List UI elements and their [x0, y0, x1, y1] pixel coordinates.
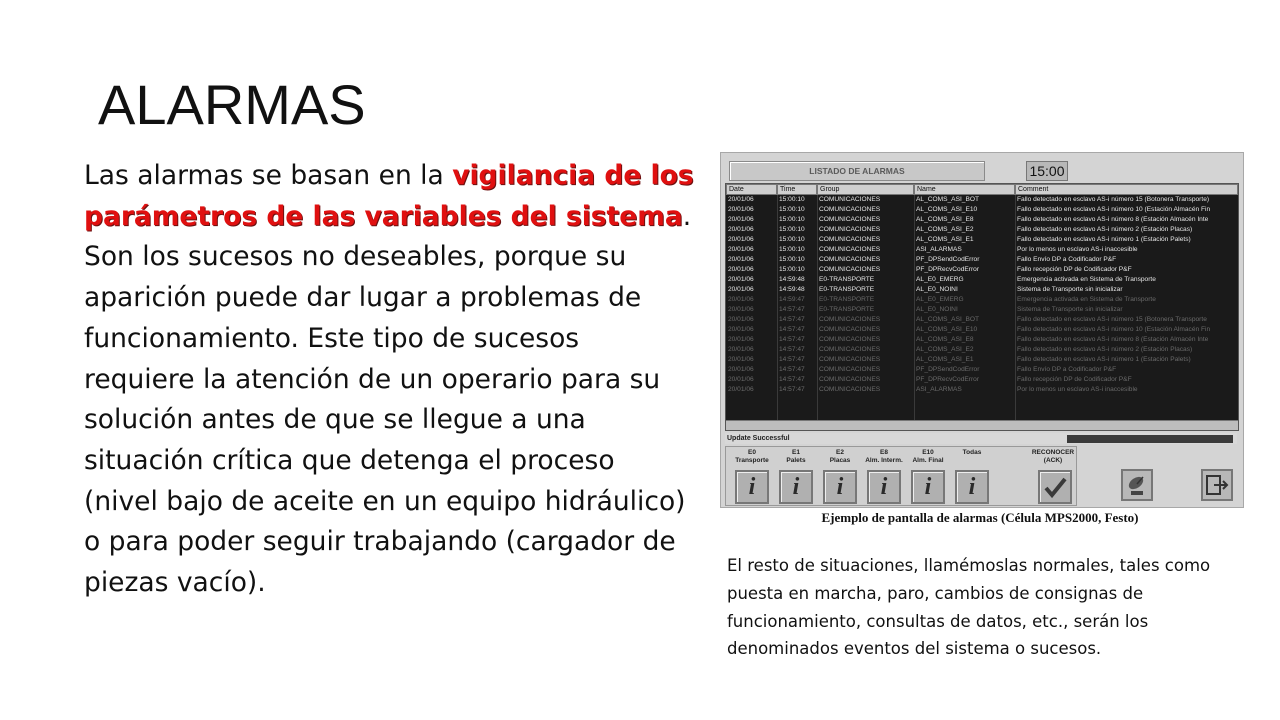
table-row[interactable] — [726, 205, 1238, 215]
cell-name: PF_DPSendCodError — [916, 256, 980, 263]
cell-group: COMUNICACIONES — [819, 216, 881, 223]
cell-date: 20/01/06 — [728, 226, 754, 233]
filter-info-button[interactable] — [735, 470, 769, 504]
column-header-date[interactable]: Date — [726, 184, 777, 195]
cell-name: AL_COMS_ASI_E1 — [916, 356, 974, 363]
cell-time: 14:57:47 — [779, 366, 805, 373]
filter-info-button[interactable] — [823, 470, 857, 504]
filter-info-button[interactable] — [911, 470, 945, 504]
cell-time: 14:57:47 — [779, 376, 805, 383]
cell-group: COMUNICACIONES — [819, 226, 881, 233]
cell-group: E0-TRANSPORTE — [819, 306, 875, 313]
cell-time: 15:00:10 — [779, 216, 805, 223]
cell-time: 15:00:10 — [779, 196, 805, 203]
status-bar — [725, 433, 1237, 444]
cell-comment: Emergencia activada en Sistema de Transporte — [1017, 296, 1156, 303]
cell-name: AL_COMS_ASI_BOT — [916, 316, 980, 323]
cell-comment: Fallo detectado en esclavo AS-i número 1 (Estación Palets) — [1017, 356, 1191, 363]
filter-label-3 — [862, 447, 906, 465]
cell-comment: Fallo detectado en esclavo AS-i número 8 (Estación Almacén Inte — [1017, 336, 1209, 343]
table-row[interactable] — [726, 355, 1238, 365]
filter-label-5 — [950, 447, 994, 457]
cell-time: 14:57:47 — [779, 386, 805, 393]
alarm-table — [725, 183, 1239, 431]
cell-date: 20/01/06 — [728, 356, 754, 363]
cell-date: 20/01/06 — [728, 316, 754, 323]
exit-button[interactable] — [1201, 469, 1233, 501]
cell-date: 20/01/06 — [728, 286, 754, 293]
side-note-text: El resto de situaciones, llamémoslas normales, tales como puesta en marcha, paro, cambios de consignas de funcionamiento, consultas de datos, etc., serán los denominados eventos del sistema o sucesos. — [727, 556, 1211, 659]
cell-group: COMUNICACIONES — [819, 356, 881, 363]
clock-display: 15:00 — [1026, 161, 1068, 181]
cell-time: 15:00:10 — [779, 266, 805, 273]
cell-comment: Por lo menos un esclavo AS-i inaccesible — [1017, 386, 1138, 393]
cell-name: AL_COMS_ASI_E8 — [916, 216, 974, 223]
body-text-intro: Las alarmas se basan en la — [84, 160, 453, 191]
cell-date: 20/01/06 — [728, 326, 754, 333]
column-header-group[interactable]: Group — [817, 184, 914, 195]
cell-group: COMUNICACIONES — [819, 266, 881, 273]
filter-code: E0 — [748, 449, 756, 456]
satellite-dish-icon — [1123, 471, 1151, 499]
cell-group: COMUNICACIONES — [819, 316, 881, 323]
cell-group: COMUNICACIONES — [819, 196, 881, 203]
filter-name: Alm. Interm. — [865, 457, 903, 464]
alarm-screen-screenshot — [720, 152, 1244, 508]
table-row[interactable] — [726, 275, 1238, 285]
cell-comment: Fallo detectado en esclavo AS-i número 2 (Estación Placas) — [1017, 226, 1193, 233]
table-row[interactable] — [726, 225, 1238, 235]
cell-name: AL_COMS_ASI_BOT — [916, 196, 980, 203]
cell-name: ASI_ALARMAS — [916, 386, 962, 393]
cell-name: AL_E0_EMERG — [916, 296, 964, 303]
cell-date: 20/01/06 — [728, 236, 754, 243]
cell-time: 15:00:10 — [779, 236, 805, 243]
filter-name: Palets — [786, 457, 806, 464]
cell-group: COMUNICACIONES — [819, 346, 881, 353]
filter-code: E1 — [792, 449, 800, 456]
cell-date: 20/01/06 — [728, 296, 754, 303]
cell-name: AL_COMS_ASI_E10 — [916, 326, 978, 333]
cell-date: 20/01/06 — [728, 266, 754, 273]
filter-code: E10 — [922, 449, 934, 456]
cell-comment: Emergencia activada en Sistema de Transporte — [1017, 276, 1156, 283]
reconocer-title: RECONOCER — [1031, 449, 1075, 456]
cell-name: AL_COMS_ASI_E10 — [916, 206, 978, 213]
table-row[interactable] — [726, 285, 1238, 295]
cell-name: AL_E0_NOINI — [916, 306, 958, 313]
cell-date: 20/01/06 — [728, 346, 754, 353]
filter-label-1 — [774, 447, 818, 465]
cell-time: 14:57:47 — [779, 316, 805, 323]
table-row[interactable] — [726, 375, 1238, 385]
cell-time: 15:00:10 — [779, 256, 805, 263]
cell-date: 20/01/06 — [728, 336, 754, 343]
cell-name: PF_DPRecvCodError — [916, 376, 980, 383]
filter-info-button[interactable] — [779, 470, 813, 504]
cell-group: COMUNICACIONES — [819, 366, 881, 373]
cell-group: E0-TRANSPORTE — [819, 286, 875, 293]
table-row[interactable] — [726, 335, 1238, 345]
cell-comment: Sistema de Transporte sin inicializar — [1017, 306, 1123, 313]
info-icon: i — [748, 474, 756, 500]
filter-code: E2 — [836, 449, 844, 456]
table-row[interactable] — [726, 365, 1238, 375]
cell-comment: Fallo detectado en esclavo AS-i número 1 (Estación Palets) — [1017, 236, 1191, 243]
cell-name: AL_E0_EMERG — [916, 276, 964, 283]
column-header-name[interactable]: Name — [914, 184, 1015, 195]
cell-date: 20/01/06 — [728, 206, 754, 213]
table-row[interactable] — [726, 245, 1238, 255]
cell-group: E0-TRANSPORTE — [819, 276, 875, 283]
cell-date: 20/01/06 — [728, 386, 754, 393]
cell-name: AL_COMS_ASI_E1 — [916, 236, 974, 243]
cell-group: COMUNICACIONES — [819, 386, 881, 393]
filter-label-4 — [906, 447, 950, 465]
cell-comment: Fallo detectado en esclavo AS-i número 2 (Estación Placas) — [1017, 346, 1193, 353]
cell-group: COMUNICACIONES — [819, 326, 881, 333]
cell-name: AL_COMS_ASI_E2 — [916, 346, 974, 353]
filter-label-0 — [730, 447, 774, 465]
slide-body-text — [84, 156, 694, 604]
cell-time: 14:57:47 — [779, 356, 805, 363]
cell-comment: Fallo recepción DP de Codificador P&F — [1017, 266, 1132, 273]
cell-date: 20/01/06 — [728, 246, 754, 253]
info-icon: i — [792, 474, 800, 500]
ack-hint: (ACK) — [1043, 457, 1063, 464]
table-row[interactable] — [726, 385, 1238, 395]
cell-date: 20/01/06 — [728, 276, 754, 283]
cell-time: 14:57:47 — [779, 326, 805, 333]
cell-comment: Por lo menos un esclavo AS-i inaccesible — [1017, 246, 1138, 253]
cell-name: PF_DPRecvCodError — [916, 266, 980, 273]
cell-group: COMUNICACIONES — [819, 376, 881, 383]
cell-name: AL_E0_NOINI — [916, 286, 958, 293]
cell-time: 14:57:47 — [779, 336, 805, 343]
cell-comment: Fallo Envío DP a Codificador P&F — [1017, 256, 1117, 263]
column-header-comment[interactable]: Comment — [1015, 184, 1238, 195]
communications-button[interactable] — [1121, 469, 1153, 501]
cell-name: AL_COMS_ASI_E8 — [916, 336, 974, 343]
cell-name: AL_COMS_ASI_E2 — [916, 226, 974, 233]
cell-name: ASI_ALARMAS — [916, 246, 962, 253]
table-row[interactable] — [726, 235, 1238, 245]
cell-comment: Fallo recepción DP de Codificador P&F — [1017, 376, 1132, 383]
info-icon: i — [880, 474, 888, 500]
cell-comment: Fallo detectado en esclavo AS-i número 15 (Botonera Transporte) — [1017, 196, 1210, 203]
cell-group: COMUNICACIONES — [819, 336, 881, 343]
cell-date: 20/01/06 — [728, 216, 754, 223]
cell-time: 14:57:47 — [779, 306, 805, 313]
filter-info-button[interactable] — [867, 470, 901, 504]
table-row[interactable] — [726, 265, 1238, 275]
cell-group: COMUNICACIONES — [819, 246, 881, 253]
table-row[interactable] — [726, 315, 1238, 325]
info-icon: i — [924, 474, 932, 500]
cell-comment: Sistema de Transporte sin inicializar — [1017, 286, 1123, 293]
table-row[interactable] — [726, 215, 1238, 225]
filter-name: Alm. Final — [912, 457, 944, 464]
alarm-list-title: LISTADO DE ALARMAS — [729, 161, 985, 181]
table-row[interactable] — [726, 325, 1238, 335]
cell-date: 20/01/06 — [728, 256, 754, 263]
filter-name: Placas — [829, 457, 851, 464]
status-text: Update Successful — [727, 435, 790, 442]
filter-info-button[interactable] — [955, 470, 989, 504]
table-row[interactable] — [726, 345, 1238, 355]
table-row[interactable] — [726, 295, 1238, 305]
checkmark-icon — [1040, 472, 1070, 502]
cell-group: COMUNICACIONES — [819, 236, 881, 243]
filter-name: Transporte — [735, 457, 769, 464]
figure-caption: Ejemplo de pantalla de alarmas (Célula MPS2000, Festo) — [821, 510, 1139, 525]
exit-icon — [1203, 471, 1231, 499]
filter-label-2 — [818, 447, 862, 465]
info-icon: i — [836, 474, 844, 500]
filter-code: E8 — [880, 449, 888, 456]
cell-group: COMUNICACIONES — [819, 256, 881, 263]
cell-comment: Fallo detectado en esclavo AS-i número 10 (Estación Almacén Fin — [1017, 206, 1211, 213]
cell-date: 20/01/06 — [728, 306, 754, 313]
table-row[interactable] — [726, 305, 1238, 315]
cell-time: 14:57:47 — [779, 346, 805, 353]
table-row[interactable] — [726, 255, 1238, 265]
cell-date: 20/01/06 — [728, 366, 754, 373]
cell-group: E0-TRANSPORTE — [819, 296, 875, 303]
cell-comment: Fallo detectado en esclavo AS-i número 8 (Estación Almacén Inte — [1017, 216, 1209, 223]
cell-time: 14:59:48 — [779, 286, 805, 293]
cell-time: 15:00:10 — [779, 206, 805, 213]
cell-group: COMUNICACIONES — [819, 206, 881, 213]
progress-bar — [1067, 435, 1233, 443]
table-row[interactable] — [726, 195, 1238, 205]
filter-name: Todas — [962, 449, 982, 456]
cell-time: 15:00:10 — [779, 246, 805, 253]
cell-time: 14:59:48 — [779, 276, 805, 283]
acknowledge-button[interactable] — [1038, 470, 1072, 504]
cell-comment: Fallo Envío DP a Codificador P&F — [1017, 366, 1117, 373]
body-text-highlight: vigilancia de los parámetros de las variables del sistema — [84, 160, 694, 232]
horizontal-scrollbar[interactable] — [726, 420, 1238, 430]
cell-time: 15:00:10 — [779, 226, 805, 233]
column-header-time[interactable]: Time — [777, 184, 817, 195]
reconocer-label — [1028, 449, 1078, 465]
cell-comment: Fallo detectado en esclavo AS-i número 15 (Botonera Transporte — [1017, 316, 1207, 323]
cell-name: PF_DPSendCodError — [916, 366, 980, 373]
body-text-rest: . Son los sucesos no deseables, porque su aparición puede dar lugar a problemas de funcionamiento. Este tipo de sucesos requiere la atención de un operario para su solución antes de que se llegue a una situación crítica que detenga el proceso (nivel bajo de aceite en un equipo hidráulico) o para poder seguir trabajando (cargador de piezas vacío). — [84, 200, 692, 599]
slide-title: ALARMAS — [98, 73, 366, 136]
filter-button-area — [725, 446, 1077, 506]
cell-date: 20/01/06 — [728, 376, 754, 383]
cell-date: 20/01/06 — [728, 196, 754, 203]
cell-time: 14:59:47 — [779, 296, 805, 303]
info-icon: i — [968, 474, 976, 500]
cell-comment: Fallo detectado en esclavo AS-i número 10 (Estación Almacén Fin — [1017, 326, 1211, 333]
